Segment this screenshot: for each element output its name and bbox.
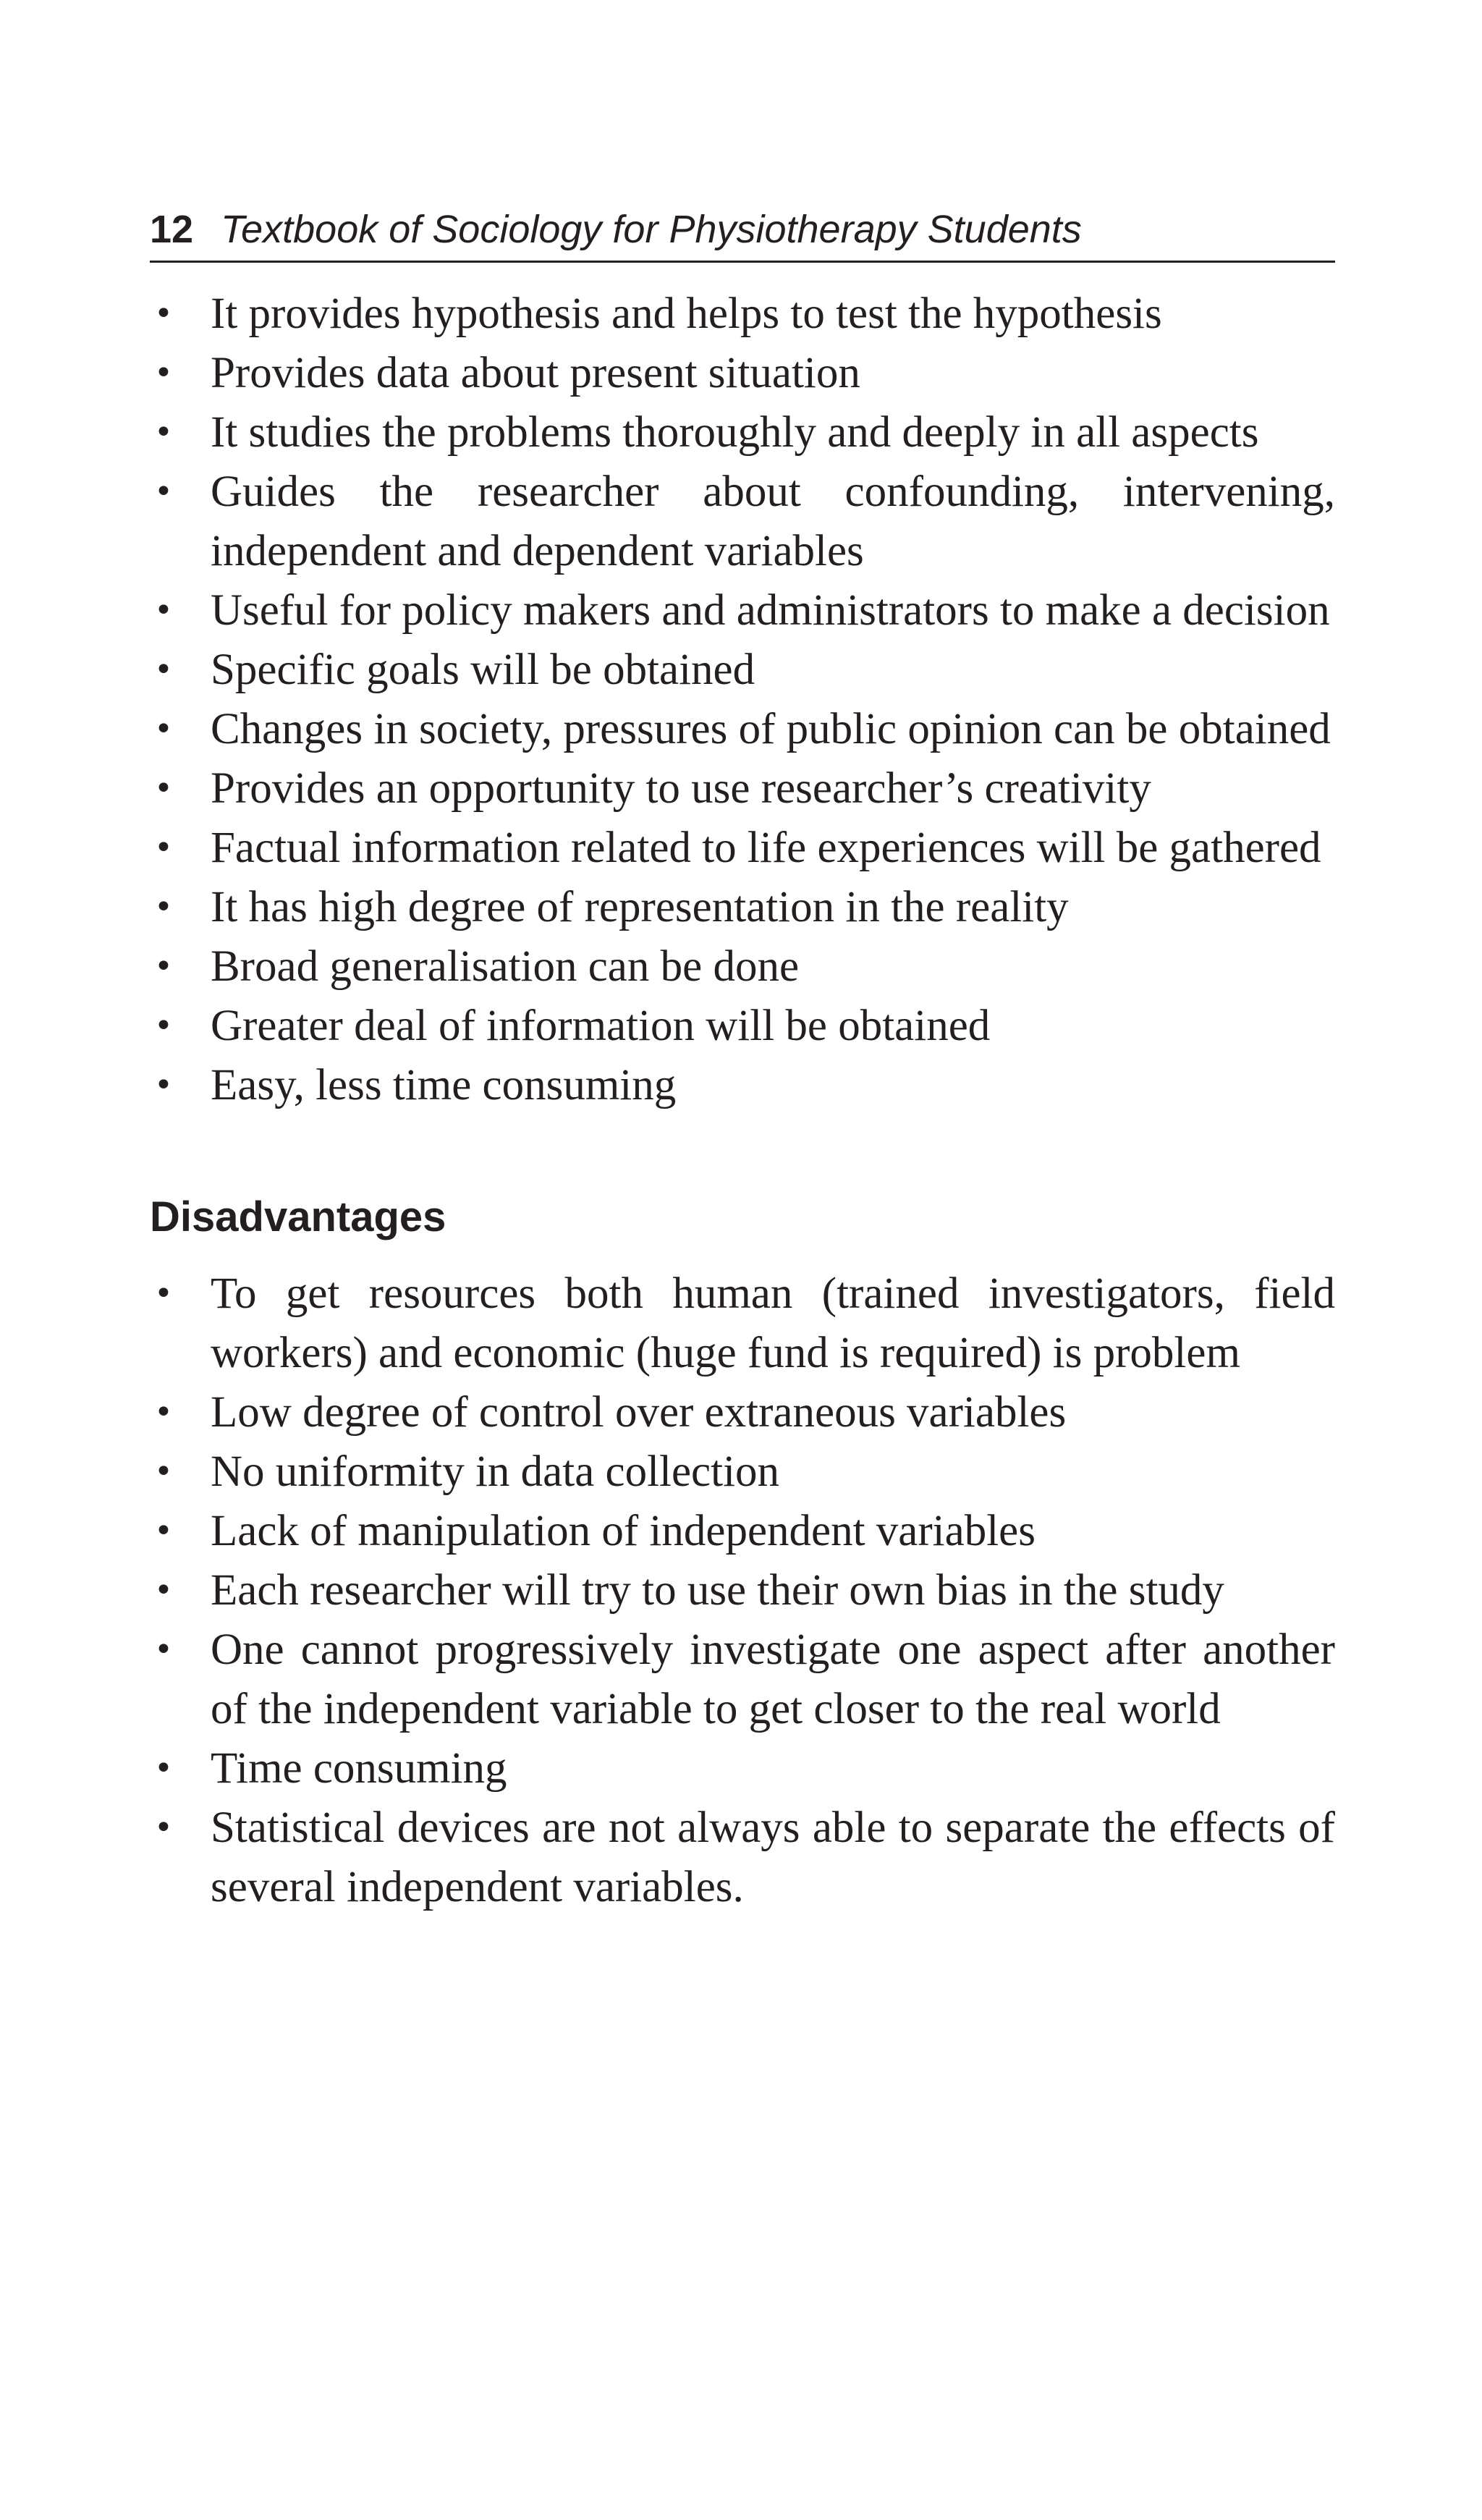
list-item-text: One cannot progressively investigate one aspect after another of the independent variable to get closer to the real world bbox=[211, 1625, 1335, 1733]
bullet-icon: • bbox=[154, 889, 173, 926]
list-item bbox=[150, 1264, 1335, 1383]
list-item bbox=[150, 819, 1335, 878]
bullet-icon: • bbox=[154, 1631, 173, 1668]
list-item-text: Specific goals will be obtained bbox=[211, 646, 755, 694]
bullet-icon: • bbox=[154, 1453, 173, 1490]
bullet-icon: • bbox=[154, 1067, 173, 1104]
bullet-icon: • bbox=[154, 1750, 173, 1787]
bullet-icon: • bbox=[154, 1007, 173, 1044]
list-item bbox=[150, 1056, 1335, 1115]
list-item bbox=[150, 284, 1335, 344]
bullet-icon: • bbox=[154, 651, 173, 688]
list-item bbox=[150, 1739, 1335, 1798]
list-item-text: Each researcher will try to use their own bias in the study bbox=[211, 1566, 1224, 1615]
bullet-icon: • bbox=[154, 711, 173, 748]
section-heading-disadvantages: Disadvantages bbox=[150, 1193, 446, 1240]
page-number: 12 bbox=[150, 208, 194, 251]
list-item-text: Easy, less time consuming bbox=[211, 1061, 677, 1109]
list-item-text: It provides hypothesis and helps to test the hypothesis bbox=[211, 289, 1162, 338]
list-item-text: No uniformity in data collection bbox=[211, 1447, 780, 1496]
list-item bbox=[150, 462, 1335, 581]
bullet-icon: • bbox=[154, 948, 173, 985]
bullet-icon: • bbox=[154, 592, 173, 629]
list-item bbox=[150, 700, 1335, 759]
list-item-text: Useful for policy makers and administrators to make a decision bbox=[211, 586, 1330, 635]
book-page bbox=[150, 210, 1335, 1917]
list-item bbox=[150, 1442, 1335, 1502]
bullet-icon: • bbox=[154, 1275, 173, 1312]
bullet-icon: • bbox=[154, 1513, 173, 1549]
list-item-text: Greater deal of information will be obtained bbox=[211, 1002, 991, 1050]
list-item-text: It has high degree of representation in the reality bbox=[211, 883, 1069, 931]
list-item bbox=[150, 1502, 1335, 1561]
book-title: Textbook of Sociology for Physiotherapy Students bbox=[221, 208, 1082, 251]
bullet-icon: • bbox=[154, 414, 173, 451]
bullet-icon: • bbox=[154, 770, 173, 807]
bullet-icon: • bbox=[154, 295, 173, 332]
list-item-text: Guides the researcher about confounding, intervening, independent and dependent variables bbox=[211, 468, 1335, 575]
list-item-text: To get resources both human (trained investigators, field workers) and economic (huge fund is required) is problem bbox=[211, 1269, 1335, 1377]
list-item bbox=[150, 878, 1335, 937]
list-item-text: Provides an opportunity to use researcher’s creativity bbox=[211, 764, 1151, 813]
bullet-icon: • bbox=[154, 1809, 173, 1846]
list-item-text: Changes in society, pressures of public opinion can be obtained bbox=[211, 705, 1331, 753]
list-item bbox=[150, 403, 1335, 462]
list-item bbox=[150, 1620, 1335, 1739]
list-item bbox=[150, 1798, 1335, 1917]
list-item bbox=[150, 1383, 1335, 1442]
list-item bbox=[150, 997, 1335, 1056]
list-item-text: It studies the problems thoroughly and deeply in all aspects bbox=[211, 408, 1259, 457]
bullet-icon: • bbox=[154, 1572, 173, 1609]
bullet-icon: • bbox=[154, 473, 173, 510]
list-item bbox=[150, 640, 1335, 700]
list-item-text: Time consuming bbox=[211, 1744, 507, 1793]
list-item-text: Statistical devices are not always able to separate the effects of several independent variables. bbox=[211, 1804, 1335, 1911]
bullet-icon: • bbox=[154, 829, 173, 866]
list-item-text: Factual information related to life experiences will be gathered bbox=[211, 824, 1321, 872]
advantages-list bbox=[150, 284, 1335, 1115]
running-head bbox=[150, 210, 1335, 263]
list-item-text: Provides data about present situation bbox=[211, 349, 860, 397]
list-item-text: Lack of manipulation of independent variables bbox=[211, 1507, 1036, 1555]
bullet-icon: • bbox=[154, 355, 173, 392]
list-item bbox=[150, 1561, 1335, 1620]
list-item bbox=[150, 344, 1335, 403]
list-item bbox=[150, 759, 1335, 819]
list-item-text: Broad generalisation can be done bbox=[211, 942, 800, 991]
disadvantages-list bbox=[150, 1264, 1335, 1917]
bullet-icon: • bbox=[154, 1394, 173, 1431]
list-item-text: Low degree of control over extraneous variables bbox=[211, 1388, 1067, 1437]
list-item bbox=[150, 937, 1335, 997]
list-item bbox=[150, 581, 1335, 640]
